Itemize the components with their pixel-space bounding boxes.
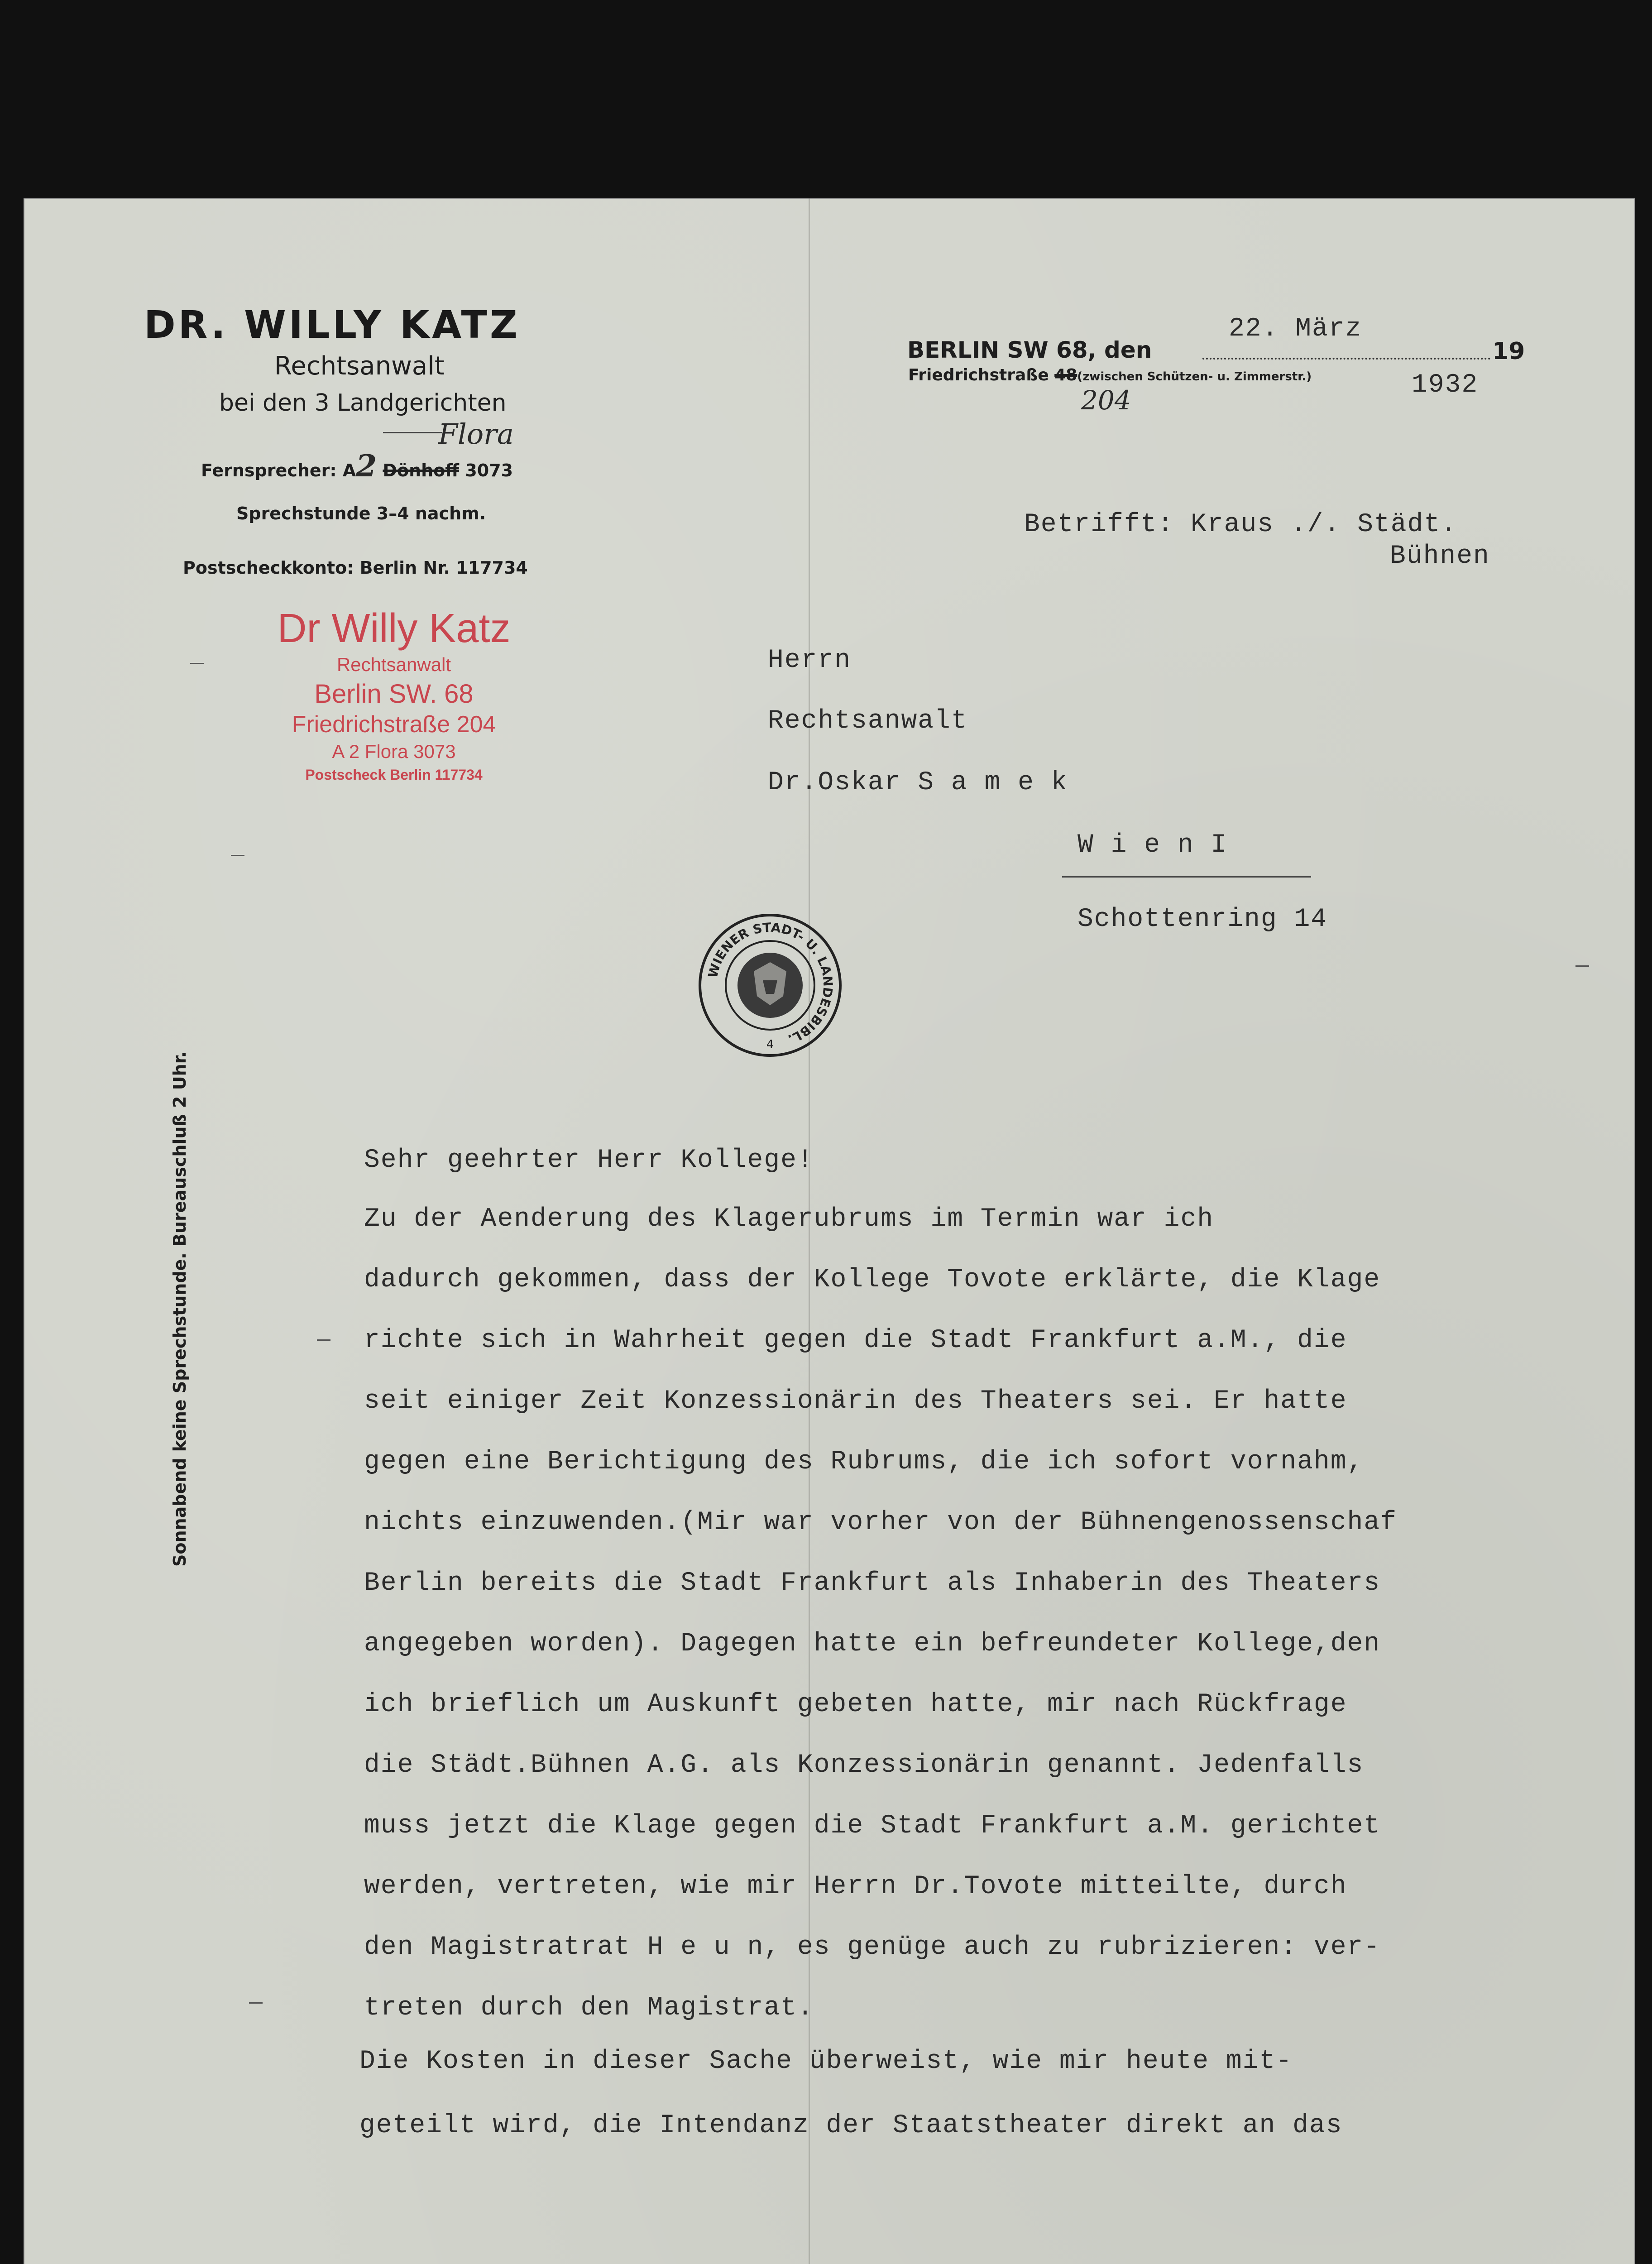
seal-number: 4 [766,1038,774,1051]
struck-street-number: 48 [1054,366,1077,384]
stamp-postcheck: Postscheck Berlin 117734 [305,767,483,783]
handwritten-exchange: Flora [438,417,514,451]
date-dotted-line [1202,358,1490,360]
handwritten-digit: 2 [356,448,377,484]
seal-text: WIENER STADT- U. LANDESBIBL. [705,920,836,1047]
street-line [908,366,1312,384]
recipient-title: Rechtsanwalt [768,706,968,736]
letterhead-name: DR. WILLY KATZ [144,302,520,347]
letter-line: Die Kosten in dieser Sache überweist, wie mir heute mit- [359,2047,1293,2076]
divider [383,432,442,433]
stamp-street: Friedrichstraße 204 [292,711,496,738]
vertical-margin-note: Sonnabend keine Sprechstunde. Bureauschluß 2 Uhr. [170,1051,190,1567]
year-prefix: 19 [1492,338,1525,365]
margin-mark [249,2002,263,2004]
handwritten-street-number: 204 [1081,385,1131,416]
letter-line: den Magistratrat H e u n, es genüge auch zu rubrizieren: ver- [364,1933,1381,1962]
recipient-name: Dr.Oskar S a m e k [768,768,1068,797]
stamp-phone: A 2 Flora 3073 [332,741,456,762]
city-underline [1062,876,1311,878]
margin-mark [231,855,244,856]
stamp-city: Berlin SW. 68 [314,679,474,709]
margin-mark [317,1339,330,1341]
subject-line-1: Betrifft: Kraus ./. Städt. [1024,510,1457,539]
letter-line: treten durch den Magistrat. [364,1993,814,2023]
phone-number: 3073 [465,460,513,480]
letter-line: Berlin bereits die Stadt Frankfurt als Inhaberin des Theaters [364,1568,1381,1598]
city-date-label: BERLIN SW 68, den [907,337,1152,363]
letter-line: werden, vertreten, wie mir Herrn Dr.Tovote mitteilte, durch [364,1872,1347,1901]
recipient-street: Schottenring 14 [1077,905,1328,934]
letter-line: ich brieflich um Auskunft gebeten hatte, mir nach Rückfrage [364,1690,1347,1719]
struck-exchange: Dönhoff [383,460,460,480]
letter-line: muss jetzt die Klage gegen die Stadt Frankfurt a.M. gerichtet [364,1811,1381,1841]
stamp-title: Rechtsanwalt [336,654,451,675]
letter-line: gegen eine Berichtigung des Rubrums, die ich sofort vornahm, [364,1447,1364,1477]
recipient-city: W i e n I [1077,830,1228,860]
postcheck-account: Postscheckkonto: Berlin Nr. 117734 [183,558,528,578]
margin-mark [190,663,204,664]
typed-year: 1932 [1412,370,1479,400]
letter-line: nichts einzuwenden.(Mir war vorher von der Bühnengenossenschaf [364,1508,1397,1537]
library-seal [697,912,843,1058]
letterhead-courts: bei den 3 Landgerichten [219,389,507,417]
letter-line: Zu der Aenderung des Klagerubrums im Termin war ich [364,1204,1214,1234]
letter-line: die Städt.Bühnen A.G. als Konzessionärin genannt. Jedenfalls [364,1751,1364,1780]
letter-line: richte sich in Wahrheit gegen die Stadt Frankfurt a.M., die [364,1326,1347,1355]
recipient-salutation: Herrn [768,646,852,675]
subject-line-2: Bühnen [1390,542,1490,571]
margin-mark [1575,965,1589,967]
street-note: (zwischen Schützen- u. Zimmerstr.) [1077,370,1312,384]
letter-line: seit einiger Zeit Konzessionärin des Theaters sei. Er hatte [364,1386,1347,1416]
office-hours: Sprechstunde 3–4 nachm. [236,504,486,523]
letter-line: angegeben worden). Dagegen hatte ein befreundeter Kollege,den [364,1629,1381,1659]
street-name: Friedrichstraße [908,366,1049,384]
phone-label: Fernsprecher: A [201,460,356,480]
letterhead-title: Rechtsanwalt [274,351,445,381]
red-stamp [254,606,534,785]
letter-salutation: Sehr geehrter Herr Kollege! [364,1146,814,1175]
stamp-name: Dr Willy Katz [277,606,511,651]
phone-line [201,448,513,484]
typed-date: 22. März [1229,314,1362,344]
letter-line: geteilt wird, die Intendanz der Staatstheater direkt an das [359,2111,1343,2140]
letter-line: dadurch gekommen, dass der Kollege Tovote erklärte, die Klage [364,1265,1381,1295]
